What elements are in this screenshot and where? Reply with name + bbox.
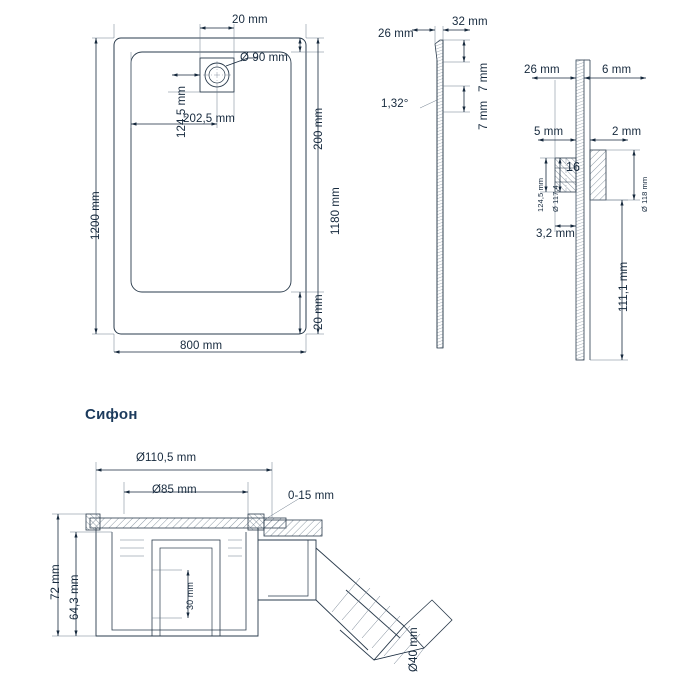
tray-outline — [114, 38, 306, 334]
dim-detail-bore: 16 — [566, 160, 581, 174]
dim-siphon-outlet-diameter: Ø40 mm — [408, 627, 420, 672]
dim-slope-angle: 1,32° — [381, 98, 409, 110]
dim-detail-inner-left: 5 mm — [534, 126, 564, 138]
siphon-geometry — [86, 514, 452, 664]
dim-right-offset-bottom: 20 mm — [313, 294, 325, 330]
dim-detail-inner-right: 2 mm — [612, 126, 642, 138]
dim-drain-center-from-left: 202,5 mm — [183, 113, 235, 125]
dim-detail-diameter-117: Ø 117,4 — [551, 185, 560, 212]
dim-siphon-total-height: 72 mm — [50, 564, 62, 600]
dim-siphon-body-height: 64,3 mm — [69, 574, 81, 620]
dim-detail-base-thickness: 3,2 mm — [536, 228, 575, 240]
dim-drain-from-left: 124,5 mm — [176, 86, 188, 138]
dim-siphon-inner-height: 30 mm — [185, 581, 195, 610]
dim-detail-height: 111,1 mm — [618, 261, 630, 312]
dim-siphon-outer-diameter: Ø110,5 mm — [136, 452, 197, 464]
tray-side-profile — [435, 40, 443, 348]
dim-siphon-adjust-range: 0-15 mm — [288, 490, 335, 502]
dim-side-bottom-thickness: 7 mm — [478, 100, 490, 130]
dim-side-left-edge: 26 mm — [378, 28, 414, 40]
dim-side-thickness: 7 mm — [478, 62, 490, 92]
dim-detail-diameter-118: Ø 118 mm — [640, 176, 649, 212]
dim-siphon-inner-diameter: Ø85 mm — [152, 484, 197, 496]
drain-detail-geometry — [555, 60, 606, 360]
dim-side-top-width: 32 mm — [452, 16, 488, 28]
dim-drain-diameter: Ø 90 mm — [240, 52, 288, 64]
dim-right-offset-top: 200 mm — [313, 107, 325, 150]
dim-inner-height: 1180 mm — [330, 187, 342, 235]
dim-detail-left-edge: 26 mm — [524, 64, 560, 76]
dim-overall-width: 800 mm — [180, 340, 223, 352]
dim-detail-right-edge: 6 mm — [602, 64, 632, 76]
dim-drain-offset-top: 20 mm — [232, 14, 268, 26]
drain-symbol — [200, 58, 234, 92]
siphon-section-title: Сифон — [85, 406, 138, 423]
dim-overall-height: 1200 mm — [90, 191, 102, 240]
dim-detail-vertical-124: 124,5 mm — [536, 177, 545, 212]
